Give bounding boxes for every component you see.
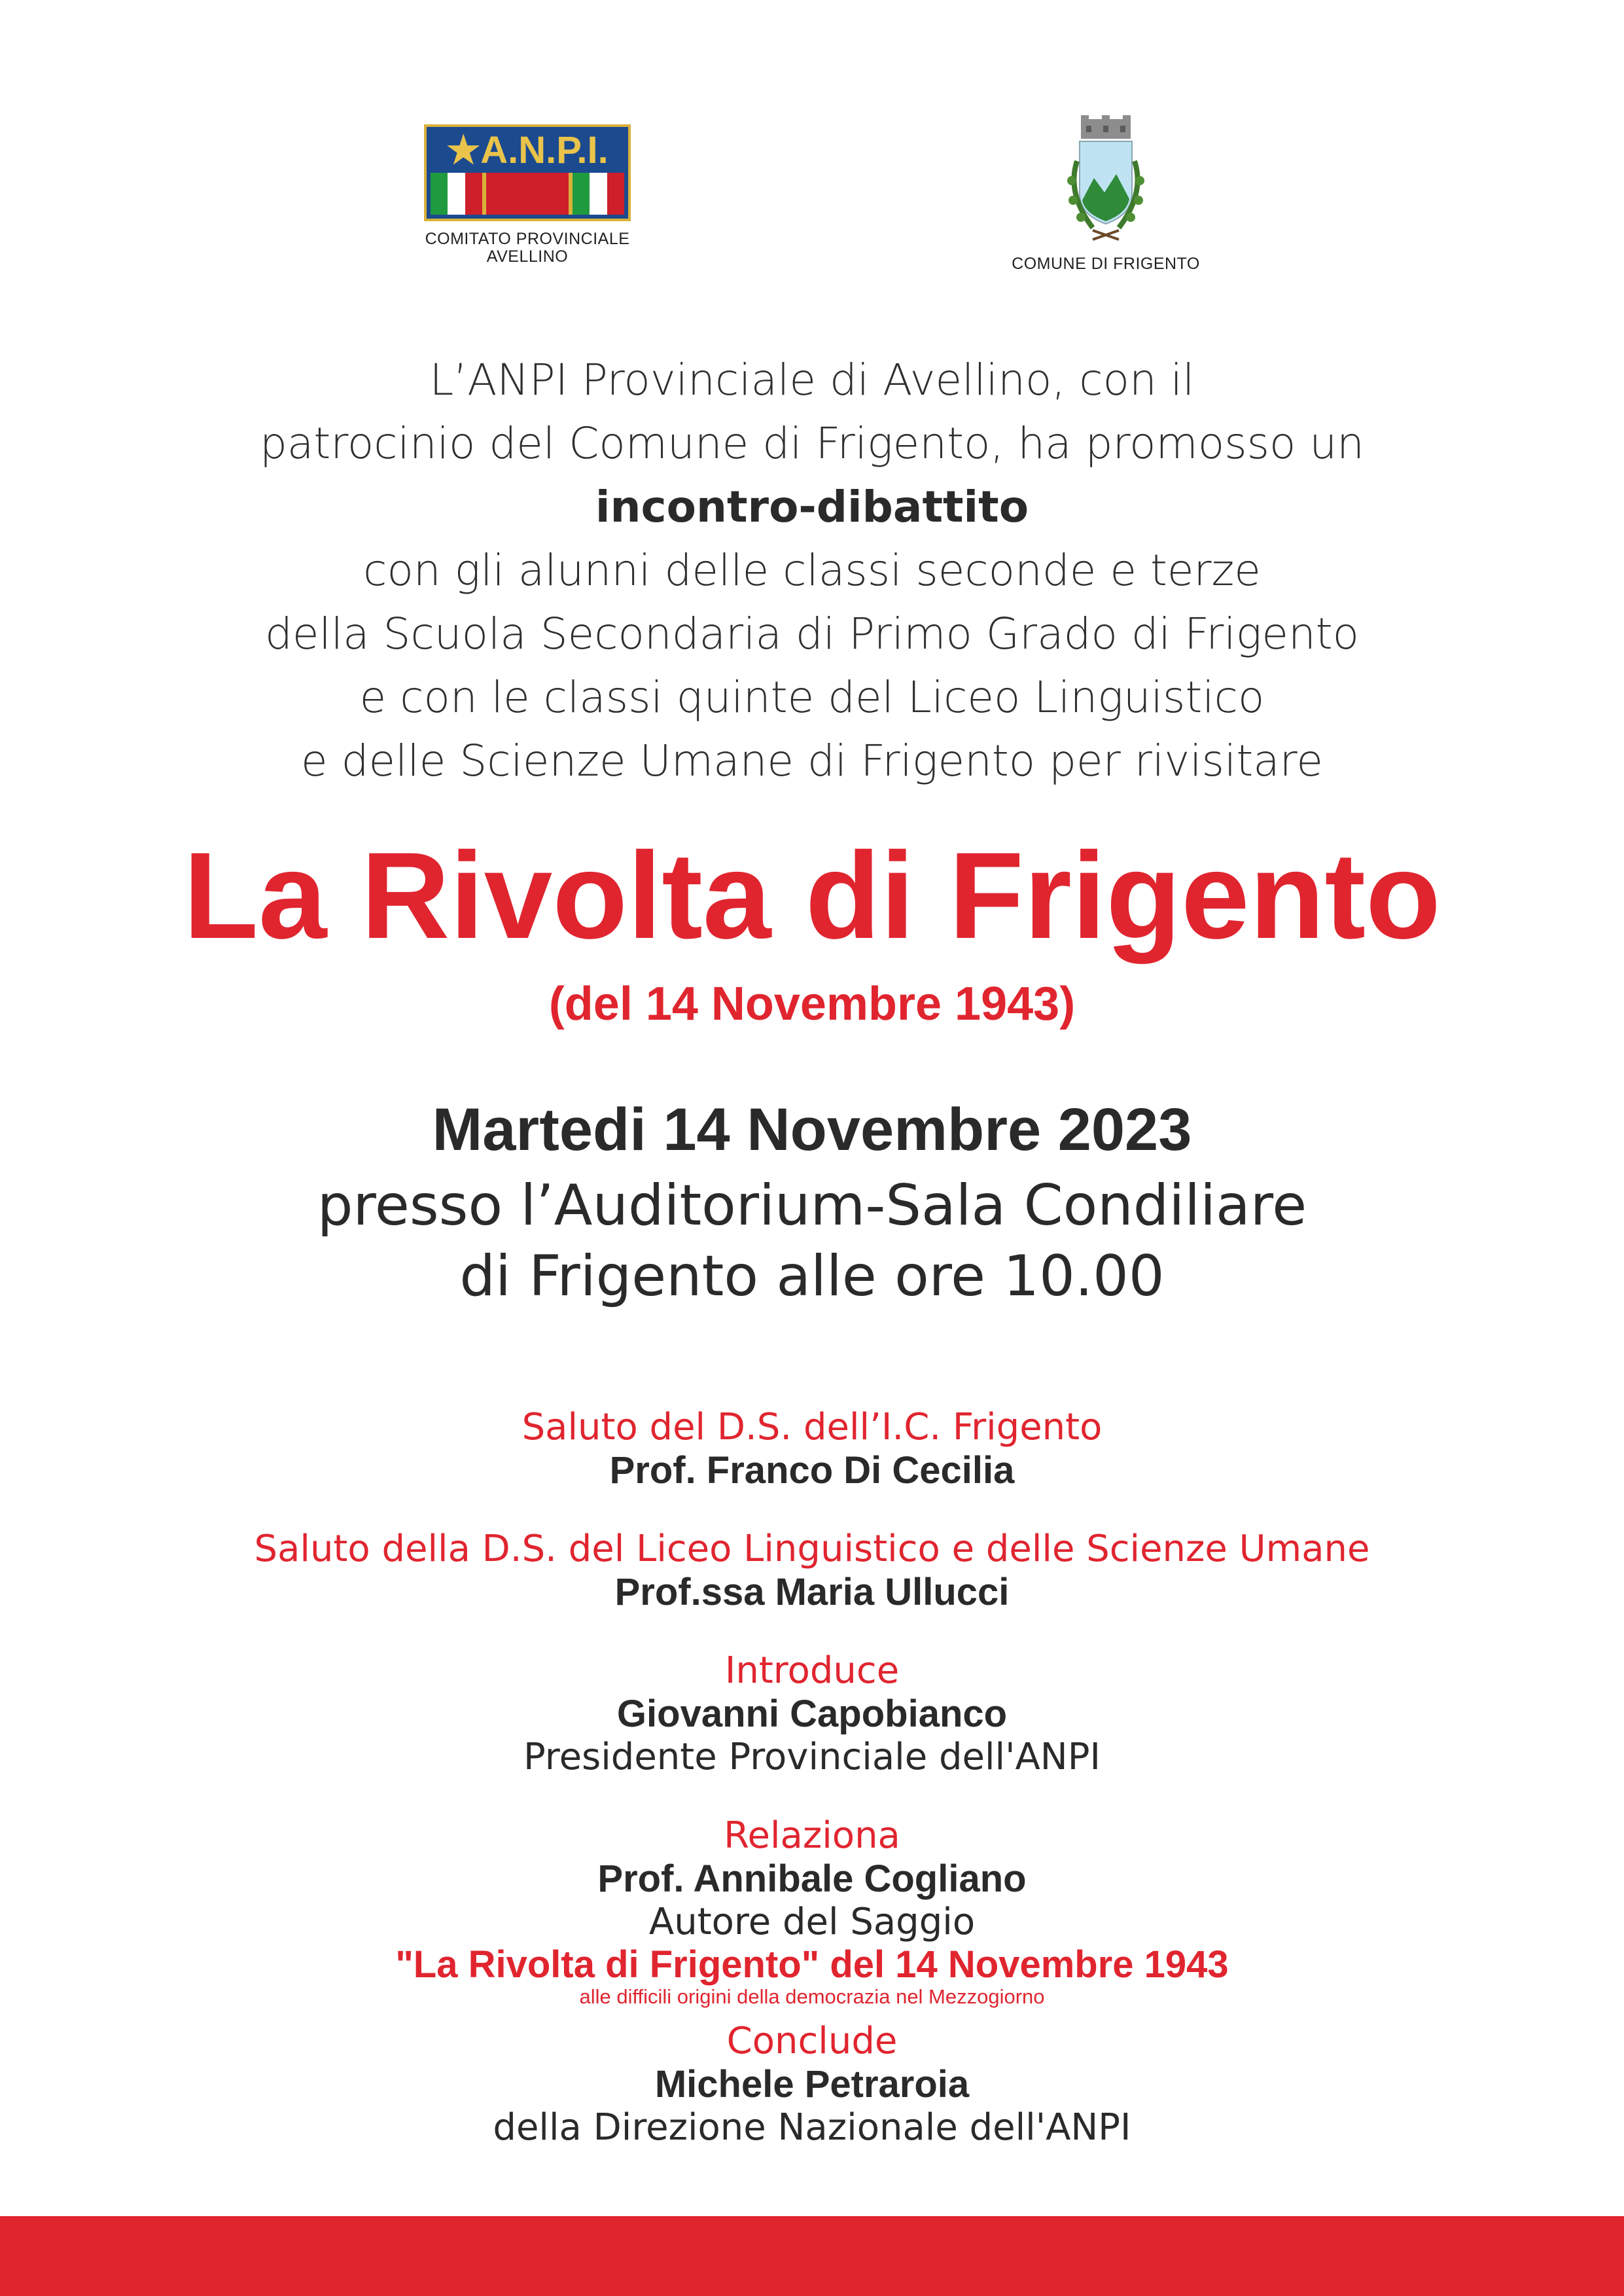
- footer-bar: [0, 2216, 1624, 2296]
- program-speaker-title: della Direzione Nazionale dell'ANPI: [493, 2106, 1131, 2149]
- italian-flags-icon: [431, 173, 624, 215]
- program-item: [0, 1406, 1624, 1492]
- program-item: [0, 1649, 1624, 1779]
- program-speaker: Michele Petraroia: [654, 2063, 970, 2106]
- program-role: Conclude: [726, 2020, 898, 2062]
- book-title: "La Rivolta di Frigento" del 14 Novembre 1943: [395, 1943, 1229, 1986]
- program-role: Relaziona: [724, 1814, 900, 1857]
- comune-logo: [968, 115, 1243, 273]
- event-place-line2: di Frigento alle ore 10.00: [459, 1244, 1165, 1309]
- event-date: Martedi 14 Novembre 2023: [432, 1096, 1192, 1163]
- anpi-badge-text: ★A.N.P.I.: [446, 129, 609, 171]
- program-speaker-title: Presidente Provinciale dell'ANPI: [523, 1736, 1101, 1778]
- program-speaker: Giovanni Capobianco: [616, 1693, 1008, 1735]
- program-item: [0, 1814, 1624, 2008]
- program-speaker: Prof. Franco Di Cecilia: [609, 1449, 1015, 1492]
- intro-line: e con le classi quinte del Liceo Linguistico: [359, 672, 1265, 723]
- program-role: Saluto della D.S. del Liceo Linguistico e delle Scienze Umane: [254, 1528, 1370, 1570]
- program-list: [0, 1406, 1624, 2185]
- book-subtitle: alle difficili origini della democrazia nel Mezzogiorno: [579, 1985, 1045, 2008]
- intro-highlight: incontro-dibattito: [595, 482, 1029, 532]
- event-title: La Rivolta di Frigento: [183, 827, 1441, 964]
- anpi-logo: [424, 124, 631, 266]
- intro-line: con gli alunni delle classi seconde e terze: [363, 545, 1261, 596]
- anpi-caption: [424, 230, 631, 266]
- intro-paragraph: [0, 348, 1624, 793]
- program-item: [0, 1528, 1624, 1614]
- coat-of-arms-icon: [1053, 115, 1158, 246]
- comune-caption: COMUNE DI FRIGENTO: [1012, 255, 1200, 273]
- anpi-caption-line1: COMITATO PROVINCIALE: [425, 230, 630, 248]
- program-speaker: Prof.ssa Maria Ullucci: [614, 1571, 1010, 1613]
- event-place-line1: presso l’Auditorium-Sala Condiliare: [317, 1173, 1307, 1238]
- intro-line: patrocinio del Comune di Frigento, ha promosso un: [259, 418, 1365, 469]
- program-speaker-title: Autore del Saggio: [648, 1901, 976, 1943]
- anpi-caption-line2: AVELLINO: [486, 247, 569, 266]
- event-place: [0, 1170, 1624, 1312]
- program-speaker: Prof. Annibale Cogliano: [597, 1857, 1027, 1900]
- program-role: Introduce: [724, 1649, 900, 1692]
- program-role: Saluto del D.S. dell’I.C. Frigento: [521, 1406, 1103, 1448]
- intro-line: e delle Scienze Umane di Frigento per rivisitare: [301, 736, 1323, 786]
- event-subtitle: (del 14 Novembre 1943): [548, 978, 1076, 1030]
- program-item: [0, 2020, 1624, 2149]
- anpi-badge: [424, 124, 631, 221]
- intro-line: della Scuola Secondaria di Primo Grado di Frigento: [264, 609, 1360, 659]
- intro-line: L’ANPI Provinciale di Avellino, con il: [429, 355, 1195, 405]
